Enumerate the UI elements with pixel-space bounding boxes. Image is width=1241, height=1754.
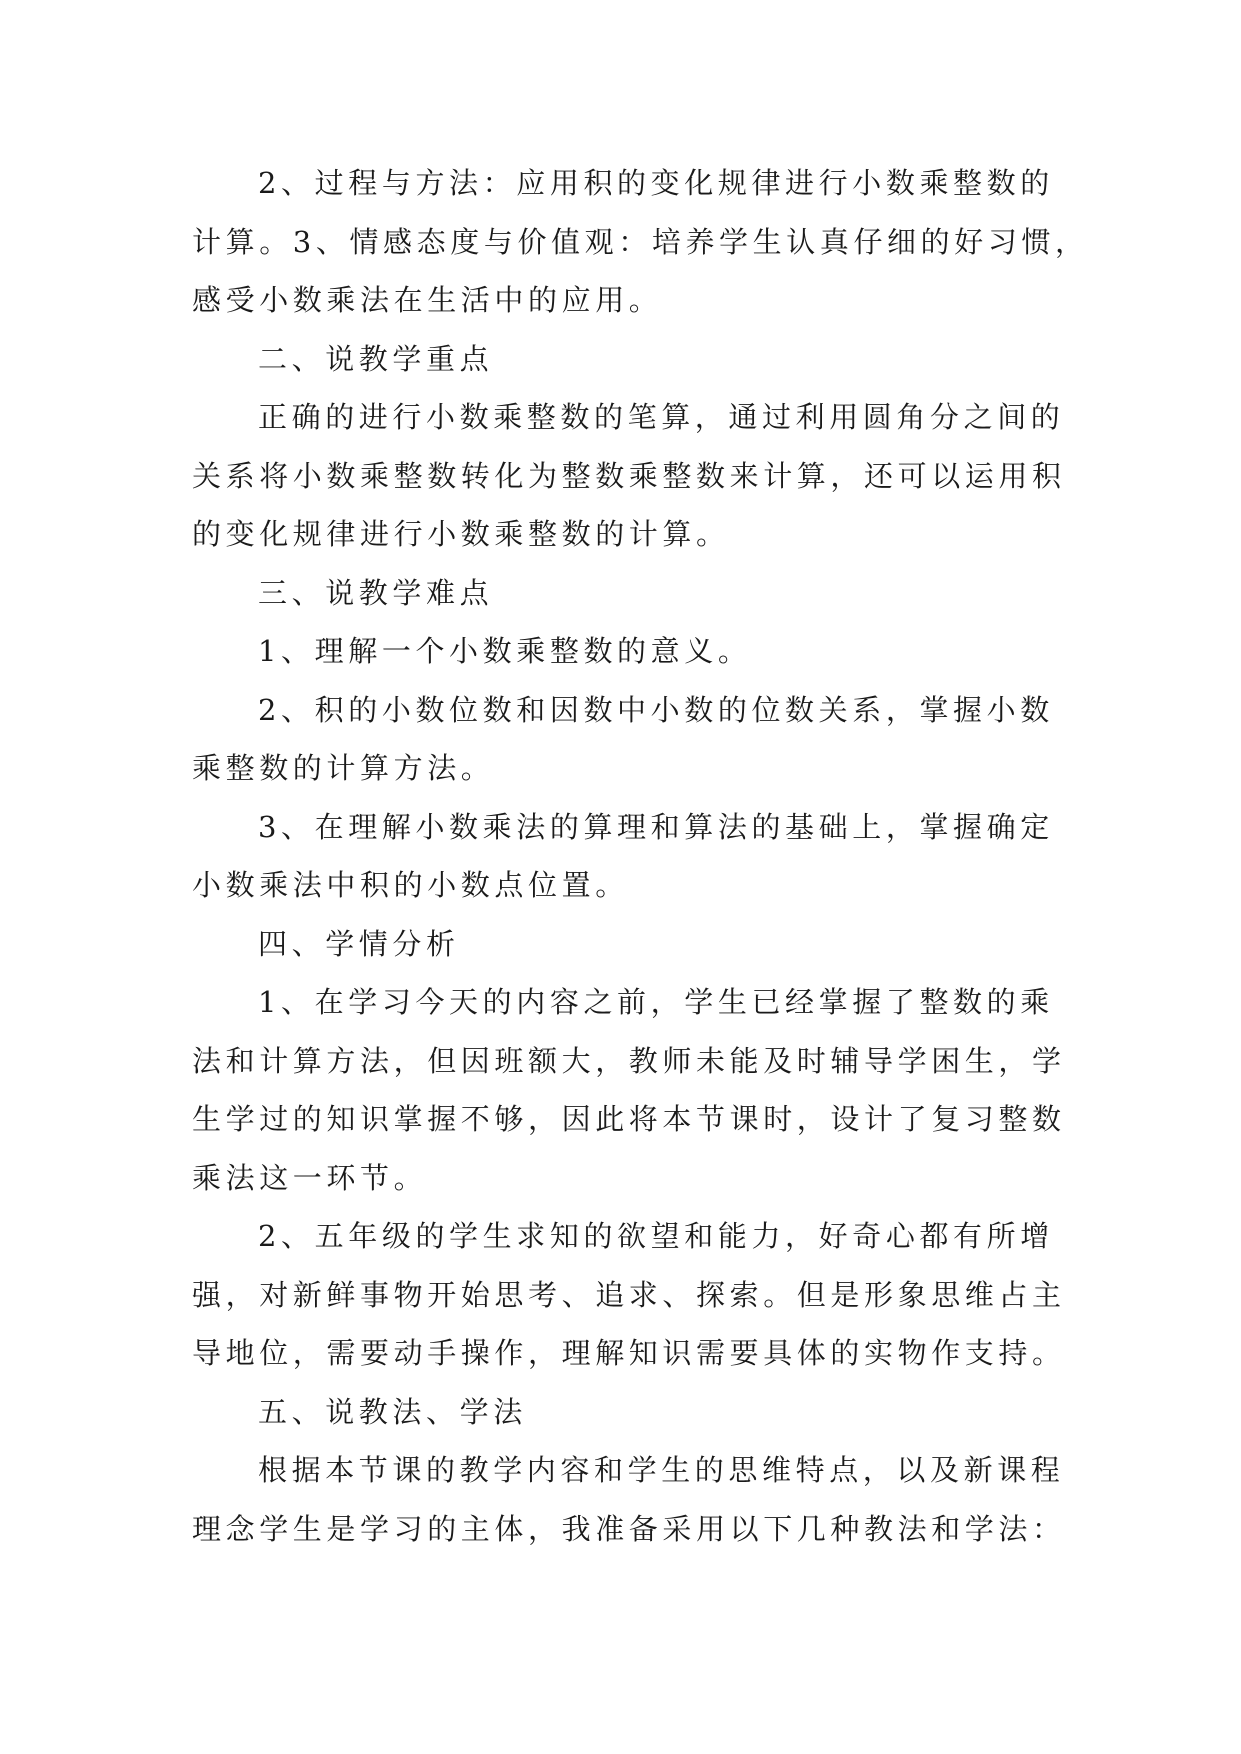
text-line: 1、在学习今天的内容之前，学生已经掌握了整数的乘 (258, 985, 1054, 1019)
text-line: 乘法这一环节。 (192, 1160, 428, 1195)
body-paragraph (192, 1207, 1072, 1383)
body-paragraph (192, 798, 1072, 915)
text-line: 根据本节课的教学内容和学生的思维特点，以及新课程 (258, 1453, 1065, 1487)
text-line: 小数乘法中积的小数点位置。 (192, 868, 629, 902)
text-line: 理念学生是学习的主体，我准备采用以下几种教法和学法： (192, 1511, 1066, 1546)
text-line: 感受小数乘法在生活中的应用。 (192, 283, 663, 317)
body-paragraph (192, 973, 1072, 1207)
section-heading (192, 1383, 1072, 1442)
body-paragraph (192, 622, 1072, 681)
text-line: 法和计算方法，但因班额大，教师未能及时辅导学困生，学 (192, 1043, 1066, 1078)
text-line: 五、说教法、学法 (258, 1394, 527, 1429)
text-line: 关系将小数乘整数转化为整数乘整数来计算，还可以运用积 (192, 458, 1066, 493)
body-paragraph (192, 154, 1089, 330)
section-heading (192, 330, 1072, 389)
text-line: 生学过的知识掌握不够，因此将本节课时，设计了复习整数 (192, 1102, 1066, 1136)
text-line: 计算。3、情感态度与价值观：培养学生认真仔细的好习惯， (192, 224, 1089, 259)
text-line: 三、说教学难点 (258, 575, 494, 610)
text-line: 乘整数的计算方法。 (192, 751, 495, 785)
document-page (192, 154, 1089, 1558)
text-line: 强，对新鲜事物开始思考、追求、探索。但是形象思维占主 (192, 1277, 1066, 1312)
text-line: 二、说教学重点 (258, 341, 494, 376)
body-paragraph (192, 681, 1072, 798)
text-line: 2、五年级的学生求知的欲望和能力，好奇心都有所增 (258, 1219, 1054, 1253)
text-line: 的变化规律进行小数乘整数的计算。 (192, 517, 730, 551)
body-paragraph (192, 388, 1072, 564)
body-paragraph (192, 1441, 1072, 1558)
text-line: 正确的进行小数乘整数的笔算，通过利用圆角分之间的 (258, 400, 1065, 434)
text-line: 导地位，需要动手操作，理解知识需要具体的实物作支持。 (192, 1336, 1066, 1370)
text-line: 2、积的小数位数和因数中小数的位数关系，掌握小数 (258, 692, 1054, 727)
section-heading (192, 915, 1072, 974)
text-line: 四、学情分析 (258, 926, 460, 961)
text-line: 3、在理解小数乘法的算理和算法的基础上，掌握确定 (258, 809, 1054, 844)
section-heading (192, 564, 1072, 623)
text-line: 1、理解一个小数乘整数的意义。 (258, 634, 752, 668)
text-line: 2、过程与方法：应用积的变化规律进行小数乘整数的 (258, 166, 1054, 200)
